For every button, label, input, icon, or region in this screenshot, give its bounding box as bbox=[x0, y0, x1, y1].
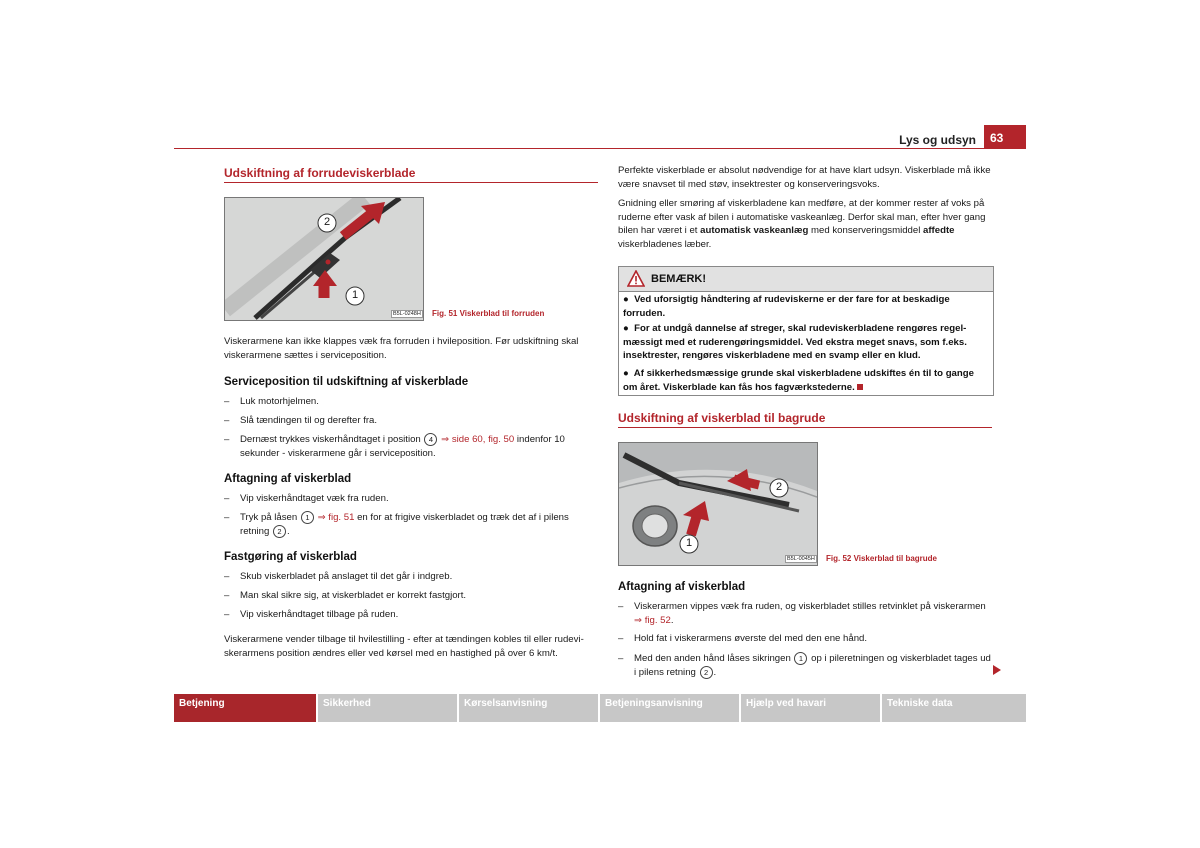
position-marker: 4 bbox=[424, 433, 437, 446]
running-header-title: Lys og udsyn bbox=[899, 133, 976, 147]
paragraph: Perfekte viskerblade er absolut nødvendige for at have klart udsyn. Viskerblade må ikke være snavset til med støv, insektrester og konserveringsvoks. bbox=[618, 165, 991, 190]
figure-51-image bbox=[224, 197, 424, 321]
note-box bbox=[618, 266, 994, 396]
warning-icon bbox=[627, 270, 645, 287]
list-item: – Viskerarmen vippes væk fra ruden, og viskerbladet stilles retvinklet på viskerarmen ⇒ fig. 52. bbox=[618, 601, 986, 626]
footer-tab-korselsanvisning[interactable]: Kørselsanvisning bbox=[459, 694, 598, 722]
footer-tab-sikkerhed[interactable]: Sikkerhed bbox=[318, 694, 457, 722]
section-title-rear-wiper: Udskiftning af viskerblad til bagrude bbox=[618, 411, 826, 425]
cross-reference-link[interactable]: ⇒ fig. 52 bbox=[634, 614, 671, 626]
list-item: – Med den anden hånd låses sikringen 1 op i pileretningen og viskerbladet tages ud i pilens retning 2 . bbox=[618, 653, 991, 678]
paragraph: Gnidning eller smøring af viskerbladene kan medføre, at der kommer rester af voks på ruderne efter vask af bilen i automatiske vaskeanlæg. Derfor skal man, efter hver gang bilen har været i et automatisk vaskeanlæg med konserveringsmiddel affedte viskerbladenes læber. bbox=[618, 198, 986, 250]
list-item: – Luk motorhjelmen. bbox=[224, 396, 319, 407]
footer-tab-hjaelp-ved-havari[interactable]: Hjælp ved havari bbox=[741, 694, 880, 722]
header-rule bbox=[174, 148, 1026, 149]
list-item: – Slå tændingen til og derefter fra. bbox=[224, 415, 378, 426]
figure-code: B5L-0248H bbox=[393, 311, 421, 317]
list-item: – Hold fat i viskerarmens øverste del med den ene hånd. bbox=[618, 633, 868, 644]
callout-2-label: 2 bbox=[323, 216, 331, 228]
list-item: – Tryk på låsen 1 ⇒ fig. 51 en for at frigive viskerbladet og træk det af i pilens retning 2 . bbox=[224, 512, 569, 537]
figure-52-image bbox=[618, 442, 818, 566]
figure-code: B5L-0045H bbox=[787, 556, 815, 562]
section-rule bbox=[224, 182, 598, 183]
list-item: – Vip viskerhåndtaget væk fra ruden. bbox=[224, 493, 389, 504]
note-label: BEMÆRK! bbox=[651, 273, 706, 285]
list-item: – Vip viskerhåndtaget tilbage på ruden. bbox=[224, 609, 399, 620]
figure-52-caption: Fig. 52 Viskerblad til bagrude bbox=[826, 554, 937, 563]
cross-reference-link[interactable]: ⇒ side 60, fig. 50 bbox=[441, 434, 515, 445]
removal-heading: Aftagning af viskerblad bbox=[224, 473, 352, 485]
callout-1-label: 1 bbox=[351, 289, 359, 301]
footer-tab-betjeningsanvisning[interactable]: Betjeningsanvisning bbox=[600, 694, 739, 722]
callout-1-label: 1 bbox=[685, 537, 693, 549]
end-marker-icon bbox=[857, 384, 863, 390]
section-title-front-wiper: Udskiftning af forrudeviskerblade bbox=[224, 166, 416, 180]
note-item: ● Ved uforsigtig håndtering af rudeviskerne er der fare for at beskadige forruden. bbox=[623, 294, 950, 319]
list-item: – Skub viskerbladet på anslaget til det går i indgreb. bbox=[224, 571, 453, 582]
page-number: 63 bbox=[984, 125, 1026, 149]
section-rule bbox=[618, 427, 992, 428]
figure-51-caption: Fig. 51 Viskerblad til forruden bbox=[432, 309, 545, 318]
rear-removal-heading: Aftagning af viskerblad bbox=[618, 581, 746, 593]
footer-tab-betjening[interactable]: Betjening bbox=[174, 694, 316, 722]
intro-paragraph: Viskerarmene kan ikke klappes væk fra forruden i hvileposition. Før udskiftning skal viskerarmene sættes i serviceposition. bbox=[224, 336, 579, 361]
closing-paragraph: Viskerarmene vender tilbage til hvilestilling - efter at tændingen kobles til eller rudeviskerarmens position ændres eller ved kørsel med en hastighed på over 6 km/t. bbox=[224, 634, 584, 659]
list-item: – Dernæst trykkes viskerhåndtaget i position 4 ⇒ side 60, fig. 50 indenfor 10 sekunder - viskerarmene går i serviceposition. bbox=[224, 434, 565, 459]
note-item: ● Af sikkerhedsmæssige grunde skal viskerbladene udskiftes én til to gange om året. Viskerblade kan fås hos fagværkstederne. bbox=[623, 368, 974, 393]
cross-reference-link[interactable]: ⇒ fig. 51 bbox=[317, 512, 355, 523]
callout-2-label: 2 bbox=[775, 481, 783, 493]
footer-tab-tekniske-data[interactable]: Tekniske data bbox=[882, 694, 1026, 722]
note-header bbox=[619, 267, 993, 292]
fitting-heading: Fastgøring af viskerblad bbox=[224, 551, 357, 563]
rear-wiper-illustration bbox=[619, 443, 817, 565]
continue-arrow-icon bbox=[992, 664, 1002, 676]
service-position-heading: Serviceposition til udskiftning af viskerblade bbox=[224, 376, 469, 388]
note-item: ● For at undgå dannelse af streger, skal rudeviskerbladene rengøres regelmæssigt med et ruderengøringsmiddel. Ved ekstra meget snavs, som f.eks. insektrester, rengøres viskerbladene med en svamp eller en klud. bbox=[623, 323, 967, 362]
list-item: – Man skal sikre sig, at viskerbladet er korrekt fastgjort. bbox=[224, 590, 467, 601]
